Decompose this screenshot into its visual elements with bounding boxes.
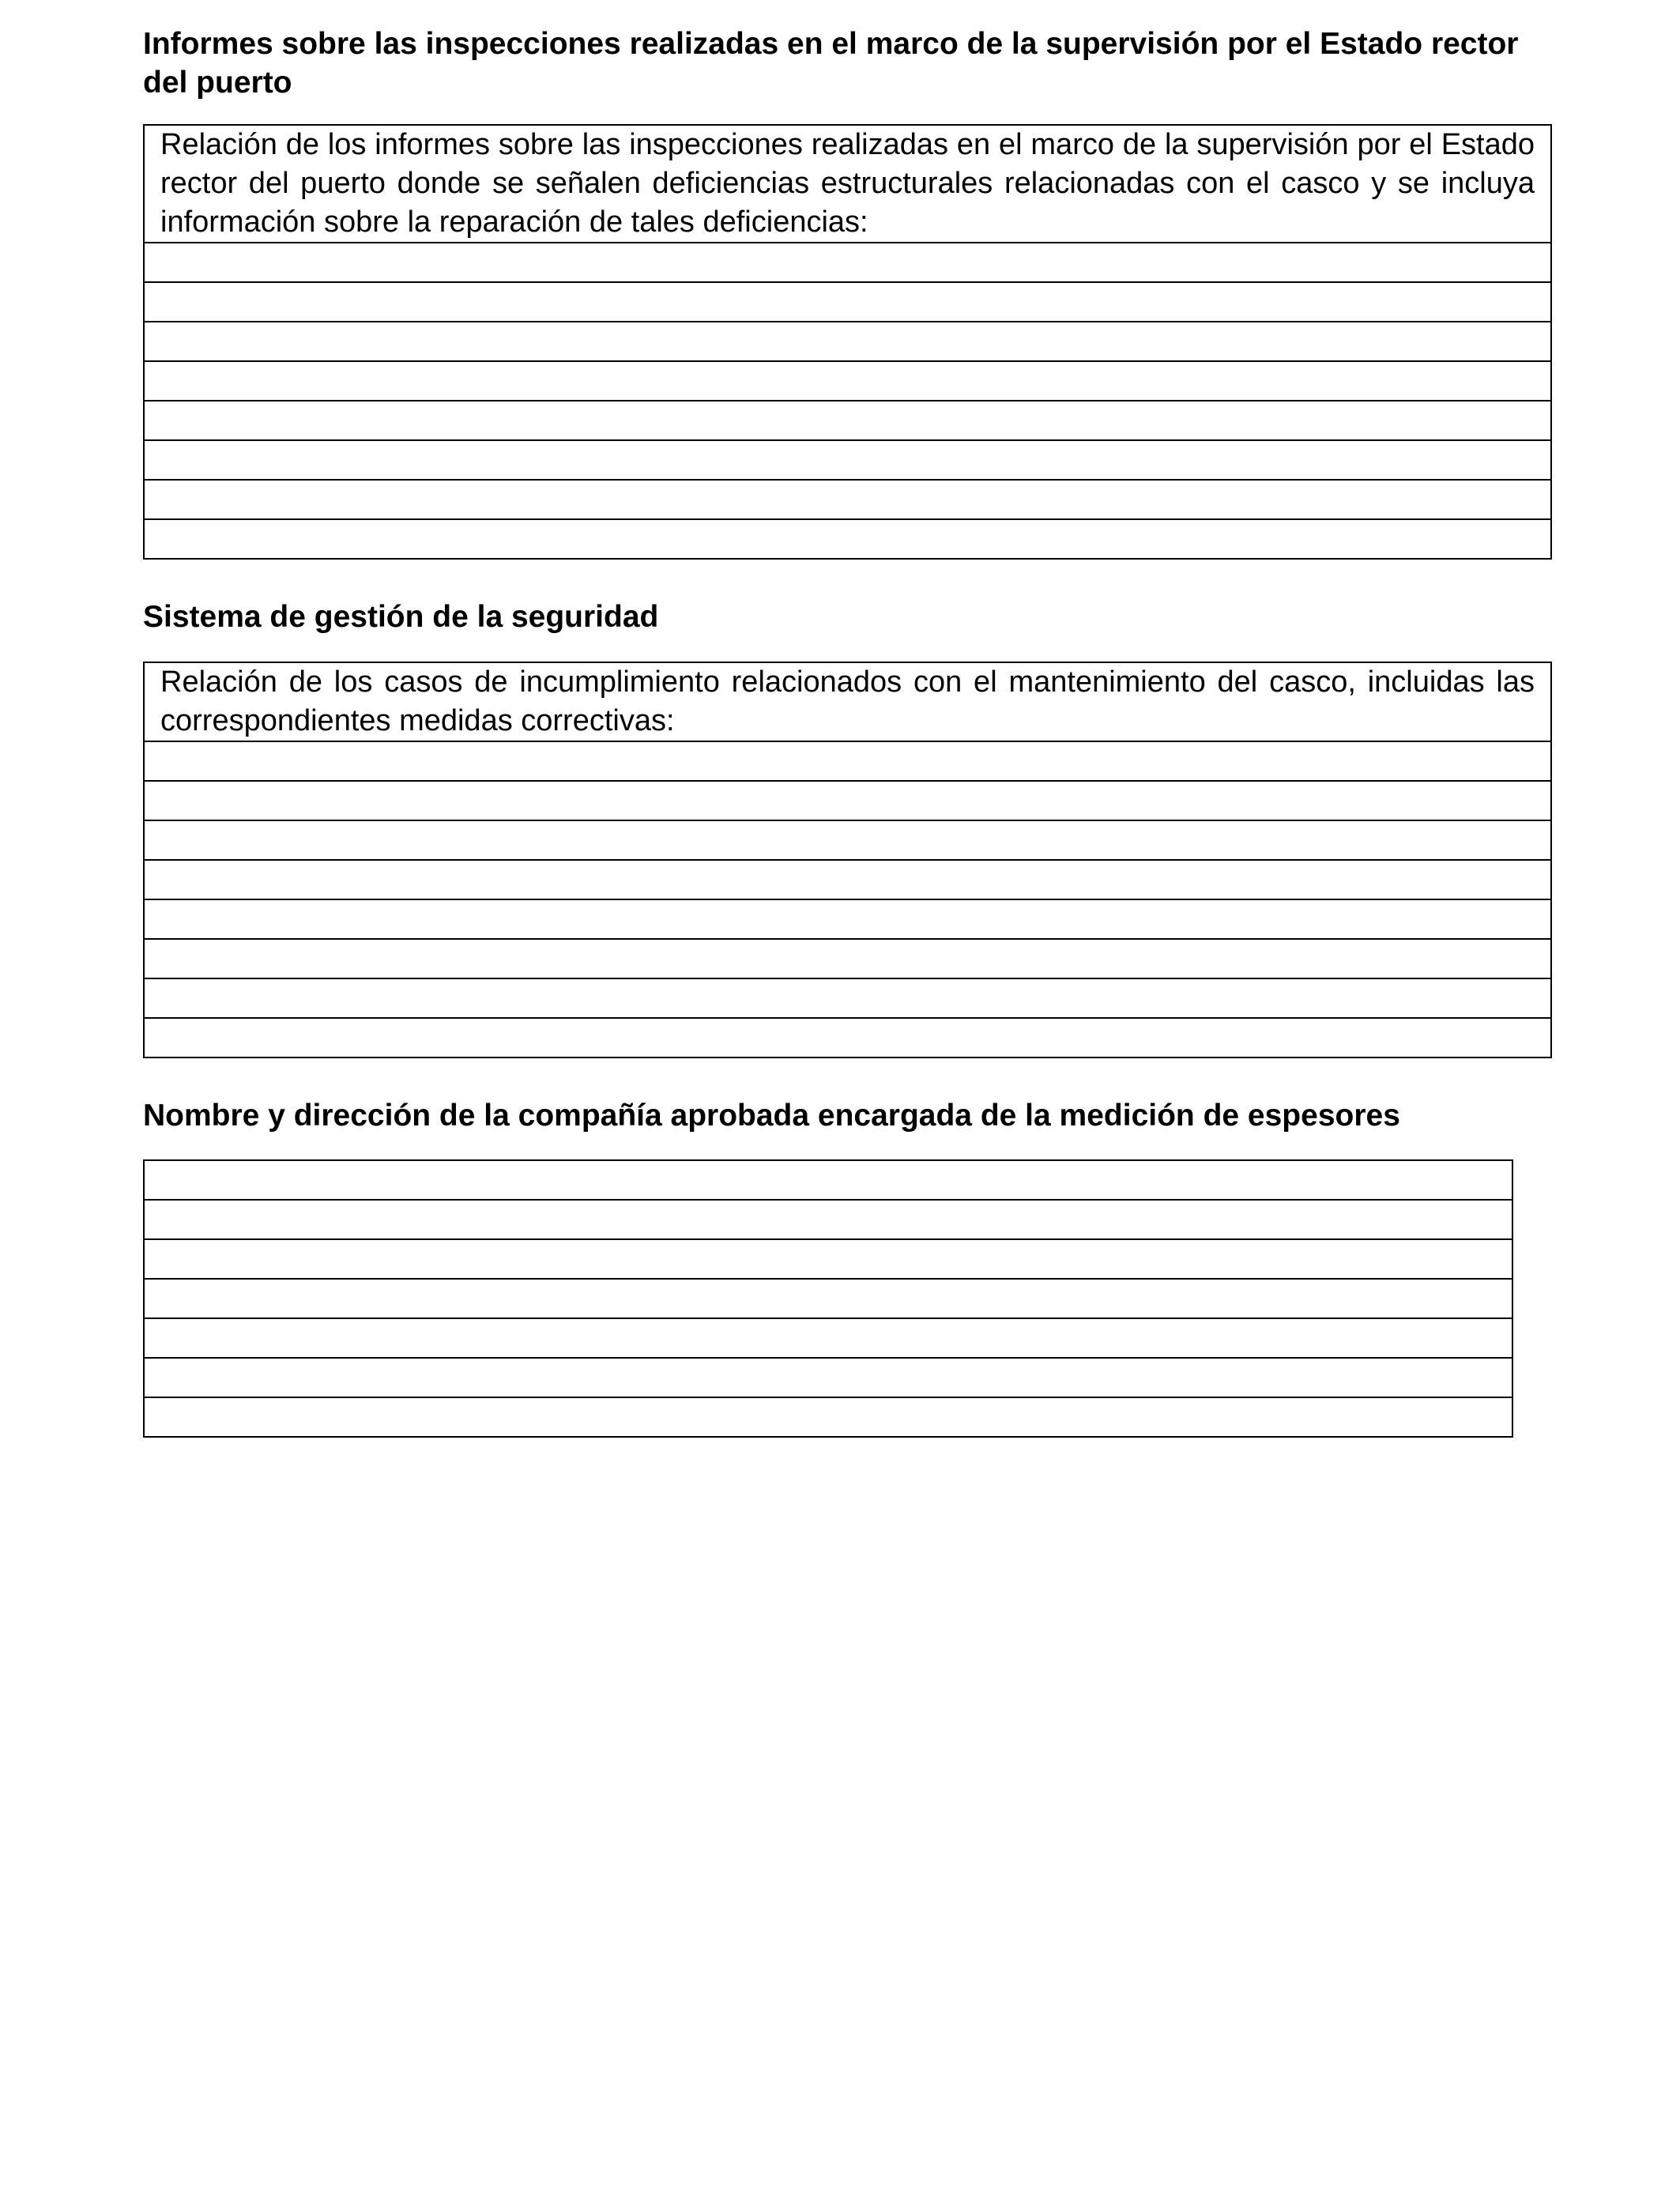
entry-row <box>144 899 1551 939</box>
entry-field[interactable] <box>144 1200 1512 1239</box>
entry-field[interactable] <box>144 899 1551 939</box>
section-heading-thickness-company: Nombre y dirección de la compañía aprobada encargada de la medición de espesores <box>143 1099 1400 1133</box>
entry-field[interactable] <box>144 519 1551 559</box>
entry-field[interactable] <box>144 1279 1512 1318</box>
entry-row <box>144 781 1551 820</box>
thickness-company-rows <box>144 1160 1512 1437</box>
entry-row <box>144 1318 1512 1358</box>
thickness-company-table <box>143 1159 1513 1438</box>
entry-row <box>144 1358 1512 1397</box>
entry-field[interactable] <box>144 322 1551 361</box>
entry-field[interactable] <box>144 781 1551 820</box>
entry-field[interactable] <box>144 741 1551 781</box>
entry-field[interactable] <box>144 243 1551 282</box>
entry-row <box>144 440 1551 480</box>
entry-field[interactable] <box>144 440 1551 480</box>
entry-field[interactable] <box>144 1160 1512 1200</box>
entry-field[interactable] <box>144 820 1551 860</box>
entry-field[interactable] <box>144 1358 1512 1397</box>
entry-row <box>144 322 1551 361</box>
safety-management-rows <box>144 662 1551 1057</box>
description-row <box>144 125 1551 243</box>
entry-field[interactable] <box>144 860 1551 899</box>
port-state-inspections-rows <box>144 125 1551 559</box>
entry-field[interactable] <box>144 1239 1512 1279</box>
entry-row <box>144 939 1551 978</box>
entry-field[interactable] <box>144 1318 1512 1358</box>
description-text: Relación de los informes sobre las inspecciones realizadas en el marco de la supervisión por el Estado rector del puerto donde se señalen deficiencias estructurales relacionadas con el casco y se incluya información sobre la reparación de tales deficiencias: <box>160 128 1535 239</box>
safety-management-table <box>143 662 1552 1058</box>
section-heading-port-state-control: Informes sobre las inspecciones realizadas en el marco de la supervisión por el Estado rector del puerto <box>143 27 1519 100</box>
entry-row <box>144 978 1551 1018</box>
entry-row <box>144 480 1551 519</box>
entry-row <box>144 361 1551 401</box>
entry-row <box>144 1200 1512 1239</box>
entry-field[interactable] <box>144 1018 1551 1057</box>
port-state-inspections-table <box>143 124 1552 560</box>
entry-row <box>144 820 1551 860</box>
entry-field[interactable] <box>144 282 1551 322</box>
entry-field[interactable] <box>144 480 1551 519</box>
entry-row <box>144 1160 1512 1200</box>
entry-row <box>144 1279 1512 1318</box>
description-cell <box>144 125 1551 243</box>
entry-row <box>144 741 1551 781</box>
entry-row <box>144 519 1551 559</box>
entry-row <box>144 401 1551 440</box>
entry-row <box>144 1018 1551 1057</box>
entry-field[interactable] <box>144 401 1551 440</box>
description-cell <box>144 662 1551 741</box>
entry-field[interactable] <box>144 939 1551 978</box>
section-heading-safety-management: Sistema de gestión de la seguridad <box>143 600 659 634</box>
description-text: Relación de los casos de incumplimiento relacionados con el mantenimiento del casco, incluidas las correspondientes medidas correctivas: <box>160 665 1535 737</box>
entry-field[interactable] <box>144 361 1551 401</box>
entry-field[interactable] <box>144 978 1551 1018</box>
description-row <box>144 662 1551 741</box>
entry-row <box>144 860 1551 899</box>
entry-row <box>144 1397 1512 1437</box>
entry-row <box>144 243 1551 282</box>
entry-row <box>144 1239 1512 1279</box>
entry-row <box>144 282 1551 322</box>
entry-field[interactable] <box>144 1397 1512 1437</box>
